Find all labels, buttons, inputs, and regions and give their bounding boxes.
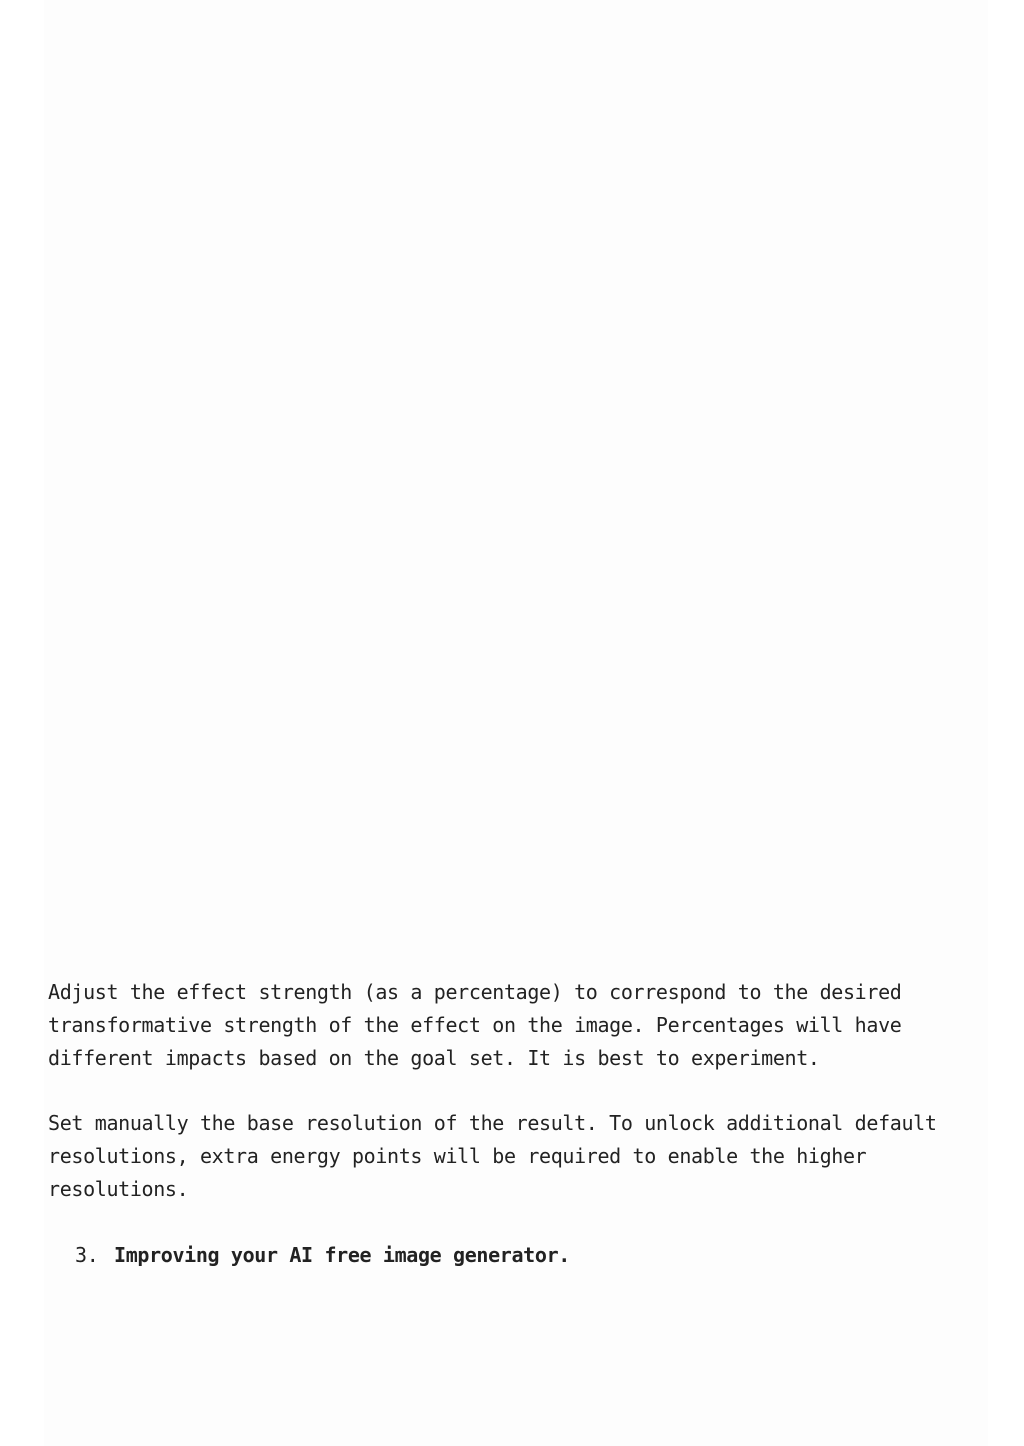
base-resolution-paragraph: Set manually the base resolution of the result. To unlock additional default resolutions, extra energy points will be required to enable the higher resolutions.: [48, 1111, 937, 1201]
list-item-text: Improving your AI free image generator.: [114, 1242, 570, 1267]
effect-strength-paragraph: Adjust the effect strength (as a percentage) to correspond to the desired transformative strength of the effect on the image. Percentages will have different impacts based on the goal set. It is best to experiment.: [48, 980, 902, 1070]
article-content: [48, 976, 978, 1272]
list-item-number: 3.: [75, 1242, 99, 1267]
list-item: [48, 1239, 978, 1272]
numbered-list: [48, 1239, 978, 1272]
